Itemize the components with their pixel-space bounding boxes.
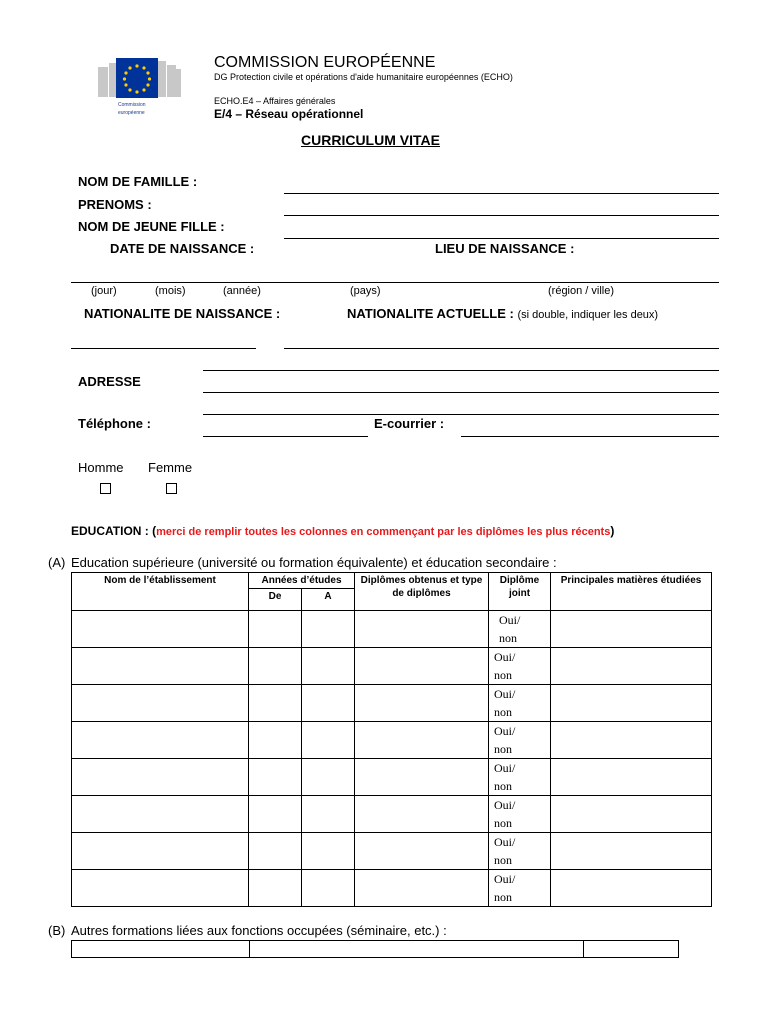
attached-yes: Oui/ bbox=[494, 650, 516, 664]
logo-caption-1: Commission bbox=[118, 102, 146, 108]
email-label: E-courrier : bbox=[374, 416, 445, 431]
to-cell[interactable] bbox=[302, 759, 355, 796]
section-a-title: Education supérieure (université ou formation équivalente) et éducation secondaire : bbox=[71, 555, 557, 570]
month-hint: (mois) bbox=[155, 285, 186, 297]
col-diplomas: Diplômes obtenus et type de diplômes bbox=[355, 573, 489, 611]
col-subjects: Principales matières étudiées bbox=[551, 573, 712, 611]
firstnames-label: PRENOMS : bbox=[78, 197, 152, 212]
institution-cell[interactable] bbox=[72, 685, 249, 722]
phone-label: Téléphone : bbox=[78, 416, 151, 431]
surname-label: NOM DE FAMILLE : bbox=[78, 174, 198, 189]
institution-cell[interactable] bbox=[72, 648, 249, 685]
attached-yes: Oui/ bbox=[499, 613, 521, 627]
birth-details-field[interactable] bbox=[71, 282, 719, 283]
attached-cell[interactable] bbox=[489, 685, 551, 722]
table-row bbox=[72, 648, 712, 685]
attached-no: non bbox=[494, 668, 512, 682]
table-row bbox=[72, 833, 712, 870]
table-row bbox=[72, 870, 712, 907]
year-hint: (année) bbox=[223, 285, 261, 297]
country-hint: (pays) bbox=[350, 285, 381, 297]
from-cell[interactable] bbox=[249, 759, 302, 796]
org-unit: ECHO.E4 – Affaires générales bbox=[214, 96, 336, 106]
attached-yes: Oui/ bbox=[494, 835, 516, 849]
nationality-current-field[interactable] bbox=[284, 348, 719, 349]
attached-no: non bbox=[494, 705, 512, 719]
nationality-current-hint: (si double, indiquer les deux) bbox=[517, 309, 659, 321]
to-cell[interactable] bbox=[302, 648, 355, 685]
training-cell[interactable] bbox=[250, 941, 584, 958]
institution-cell[interactable] bbox=[72, 833, 249, 870]
subjects-cell[interactable] bbox=[551, 611, 712, 648]
table-row bbox=[72, 685, 712, 722]
diploma-cell[interactable] bbox=[355, 685, 489, 722]
org-title: COMMISSION EUROPÉENNE bbox=[214, 54, 436, 71]
section-b-title: Autres formations liées aux fonctions occupées (séminaire, etc.) : bbox=[71, 923, 447, 938]
attached-no: non bbox=[494, 853, 512, 867]
document-title: CURRICULUM VITAE bbox=[301, 132, 440, 148]
to-cell[interactable] bbox=[302, 833, 355, 870]
attached-yes: Oui/ bbox=[494, 724, 516, 738]
table-row bbox=[72, 611, 712, 648]
male-label: Homme bbox=[78, 460, 124, 475]
subjects-cell[interactable] bbox=[551, 722, 712, 759]
attached-no: non bbox=[494, 742, 512, 756]
attached-cell[interactable] bbox=[489, 722, 551, 759]
female-checkbox[interactable] bbox=[166, 483, 177, 494]
attached-cell[interactable] bbox=[489, 648, 551, 685]
nationality-birth-field[interactable] bbox=[71, 348, 256, 349]
diploma-cell[interactable] bbox=[355, 870, 489, 907]
attached-cell[interactable] bbox=[489, 759, 551, 796]
table-row bbox=[72, 796, 712, 833]
subjects-cell[interactable] bbox=[551, 796, 712, 833]
attached-cell[interactable] bbox=[489, 833, 551, 870]
address-field-line-1[interactable] bbox=[203, 370, 719, 371]
education-note: merci de remplir toutes les colonnes en commençant par les diplômes les plus récents bbox=[156, 526, 611, 538]
firstnames-field[interactable] bbox=[284, 215, 719, 216]
education-closing: ) bbox=[610, 524, 615, 538]
to-cell[interactable] bbox=[302, 611, 355, 648]
birthplace-label: LIEU DE NAISSANCE : bbox=[435, 241, 575, 256]
to-cell[interactable] bbox=[302, 870, 355, 907]
org-network: E/4 – Réseau opérationnel bbox=[214, 107, 364, 121]
subjects-cell[interactable] bbox=[551, 759, 712, 796]
from-cell[interactable] bbox=[249, 870, 302, 907]
attached-cell[interactable] bbox=[489, 870, 551, 907]
female-label: Femme bbox=[148, 460, 193, 475]
logo-caption-2: européenne bbox=[118, 110, 145, 116]
institution-cell[interactable] bbox=[72, 796, 249, 833]
subjects-cell[interactable] bbox=[551, 685, 712, 722]
col-years: Années d’études bbox=[249, 573, 355, 589]
institution-cell[interactable] bbox=[72, 870, 249, 907]
training-cell[interactable] bbox=[584, 941, 679, 958]
male-checkbox[interactable] bbox=[100, 483, 111, 494]
training-cell[interactable] bbox=[72, 941, 250, 958]
other-training-table bbox=[71, 940, 679, 958]
attached-no: non bbox=[499, 631, 517, 645]
subjects-cell[interactable] bbox=[551, 870, 712, 907]
col-from: De bbox=[249, 589, 302, 611]
education-table bbox=[71, 572, 712, 907]
nationality-birth-label: NATIONALITE DE NAISSANCE : bbox=[84, 306, 281, 321]
attached-no: non bbox=[494, 816, 512, 830]
email-field[interactable] bbox=[461, 436, 719, 437]
diploma-cell[interactable] bbox=[355, 759, 489, 796]
maiden-name-field[interactable] bbox=[284, 238, 719, 239]
col-attached: Diplôme joint bbox=[489, 573, 551, 611]
subjects-cell[interactable] bbox=[551, 648, 712, 685]
subjects-cell[interactable] bbox=[551, 833, 712, 870]
from-cell[interactable] bbox=[249, 796, 302, 833]
education-label: EDUCATION : ( bbox=[71, 524, 157, 538]
nationality-current-label: NATIONALITE ACTUELLE : bbox=[347, 306, 514, 321]
maiden-name-label: NOM DE JEUNE FILLE : bbox=[78, 219, 225, 234]
attached-no: non bbox=[494, 890, 512, 904]
region-hint: (région / ville) bbox=[548, 285, 615, 297]
address-field-line-2[interactable] bbox=[203, 392, 719, 393]
address-label: ADRESSE bbox=[78, 374, 141, 389]
section-b-marker: (B) bbox=[48, 923, 66, 938]
from-cell[interactable] bbox=[249, 722, 302, 759]
col-institution: Nom de l’établissement bbox=[72, 573, 249, 611]
col-to: A bbox=[302, 589, 355, 611]
attached-yes: Oui/ bbox=[494, 687, 516, 701]
attached-no: non bbox=[494, 779, 512, 793]
org-dg: DG Protection civile et opérations d'aide humanitaire européennes (ECHO) bbox=[214, 72, 513, 82]
institution-cell[interactable] bbox=[72, 611, 249, 648]
attached-cell[interactable] bbox=[489, 611, 551, 648]
table-row bbox=[72, 722, 712, 759]
attached-yes: Oui/ bbox=[494, 872, 516, 886]
from-cell[interactable] bbox=[249, 611, 302, 648]
attached-yes: Oui/ bbox=[494, 761, 516, 775]
education-heading bbox=[71, 524, 614, 538]
to-cell[interactable] bbox=[302, 796, 355, 833]
diploma-cell[interactable] bbox=[355, 611, 489, 648]
attached-cell[interactable] bbox=[489, 796, 551, 833]
section-a-marker: (A) bbox=[48, 555, 66, 570]
attached-yes: Oui/ bbox=[494, 798, 516, 812]
commission-logo bbox=[96, 55, 182, 123]
diploma-cell[interactable] bbox=[355, 648, 489, 685]
to-cell[interactable] bbox=[302, 722, 355, 759]
address-field-line-3[interactable] bbox=[203, 414, 719, 415]
institution-cell[interactable] bbox=[72, 722, 249, 759]
from-cell[interactable] bbox=[249, 648, 302, 685]
from-cell[interactable] bbox=[249, 685, 302, 722]
diploma-cell[interactable] bbox=[355, 796, 489, 833]
institution-cell[interactable] bbox=[72, 759, 249, 796]
surname-field[interactable] bbox=[284, 193, 719, 194]
diploma-cell[interactable] bbox=[355, 722, 489, 759]
to-cell[interactable] bbox=[302, 685, 355, 722]
table-row bbox=[72, 759, 712, 796]
table-row bbox=[72, 941, 679, 958]
phone-field[interactable] bbox=[203, 436, 368, 437]
diploma-cell[interactable] bbox=[355, 833, 489, 870]
birthdate-label: DATE DE NAISSANCE : bbox=[110, 241, 255, 256]
day-hint: (jour) bbox=[91, 285, 117, 297]
from-cell[interactable] bbox=[249, 833, 302, 870]
nationality-current-label-group bbox=[347, 306, 658, 321]
